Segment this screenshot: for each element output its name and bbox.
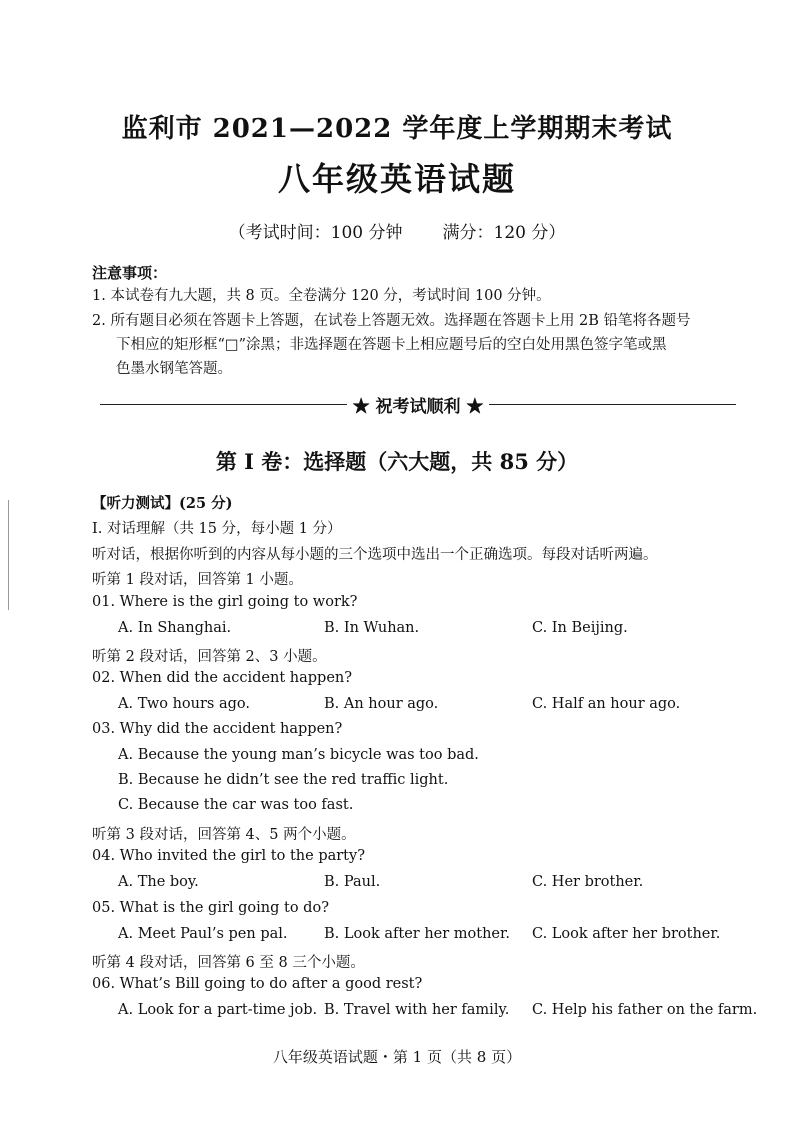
notice-item-2-line-1: 2. 所有题目必须在答题卡上答题，在试卷上答题无效。选择题在答题卡上用 2B 铅笔将各题号 — [92, 313, 691, 329]
divider-line-right — [489, 404, 736, 405]
q02-option-b: B. An hour ago. — [324, 696, 439, 712]
question-05: 05. What is the girl going to do? — [92, 900, 329, 916]
notice-item-2-line-2: 下相应的矩形框“□”涂黑；非选择题在答题卡上相应题号后的空白处用黑色签字笔或黑 — [116, 337, 667, 353]
scan-margin-line — [8, 500, 9, 610]
q01-option-b: B. In Wuhan. — [324, 620, 420, 636]
question-01: 01. Where is the girl going to work? — [92, 594, 358, 610]
q05-option-c: C. Look after her brother. — [532, 926, 721, 942]
good-luck-text: ★ 祝考试顺利 ★ — [352, 396, 484, 417]
q03-option-b: B. Because he didn’t see the red traffic light. — [118, 772, 449, 788]
question-03: 03. Why did the accident happen? — [92, 721, 343, 737]
listening-instruction: 听对话，根据你听到的内容从每小题的三个选项中选出一个正确选项。每段对话听两遍。 — [92, 547, 658, 563]
page-footer: 八年级英语试题・第 1 页（共 8 页） — [272, 1048, 522, 1066]
question-02: 02. When did the accident happen? — [92, 670, 353, 686]
exam-title: 监利市 2021—2022 学年度上学期期末考试 — [121, 114, 673, 144]
divider-line-left — [100, 404, 347, 405]
good-luck-divider — [100, 392, 736, 416]
listening-heading: 【听力测试】(25 分) — [92, 495, 233, 512]
notice-item-1: 1. 本试卷有九大题，共 8 页。全卷满分 120 分，考试时间 100 分钟。 — [92, 288, 551, 304]
dialog-3-label: 听第 3 段对话，回答第 4、5 两个小题。 — [92, 827, 356, 843]
part1-heading: Ⅰ. 对话理解（共 15 分，每小题 1 分） — [92, 521, 342, 537]
dialog-1-label: 听第 1 段对话，回答第 1 小题。 — [92, 572, 303, 588]
exam-meta — [0, 218, 794, 243]
notice-item-2-line-3: 色墨水钢笔答题。 — [116, 361, 232, 377]
q06-option-b: B. Travel with her family. — [324, 1002, 510, 1018]
full-score: 满分：120 分） — [442, 223, 566, 243]
section-title: 第 I 卷：选择题（六大题，共 85 分） — [215, 449, 579, 474]
q04-option-a: A. The boy. — [118, 874, 199, 890]
q02-option-a: A. Two hours ago. — [118, 696, 250, 712]
q06-option-c: C. Help his father on the farm. — [532, 1002, 758, 1018]
q05-option-b: B. Look after her mother. — [324, 926, 510, 942]
exam-subject-title: 八年级英语试题 — [277, 160, 516, 198]
q02-option-c: C. Half an hour ago. — [532, 696, 681, 712]
dialog-2-label: 听第 2 段对话，回答第 2、3 小题。 — [92, 649, 327, 665]
q01-option-c: C. In Beijing. — [532, 620, 628, 636]
q03-option-a: A. Because the young man’s bicycle was too bad. — [118, 747, 479, 763]
dialog-4-label: 听第 4 段对话，回答第 6 至 8 三个小题。 — [92, 955, 365, 971]
q06-option-a: A. Look for a part-time job. — [118, 1002, 318, 1018]
q01-option-a: A. In Shanghai. — [118, 620, 232, 636]
question-04: 04. Who invited the girl to the party? — [92, 848, 365, 864]
exam-time: （考试时间：100 分钟 — [228, 223, 403, 243]
question-06: 06. What’s Bill going to do after a good rest? — [92, 976, 423, 992]
notice-heading: 注意事项： — [92, 264, 168, 282]
q03-option-c: C. Because the car was too fast. — [118, 797, 354, 813]
q04-option-c: C. Her brother. — [532, 874, 644, 890]
q04-option-b: B. Paul. — [324, 874, 381, 890]
q05-option-a: A. Meet Paul’s pen pal. — [118, 926, 288, 942]
